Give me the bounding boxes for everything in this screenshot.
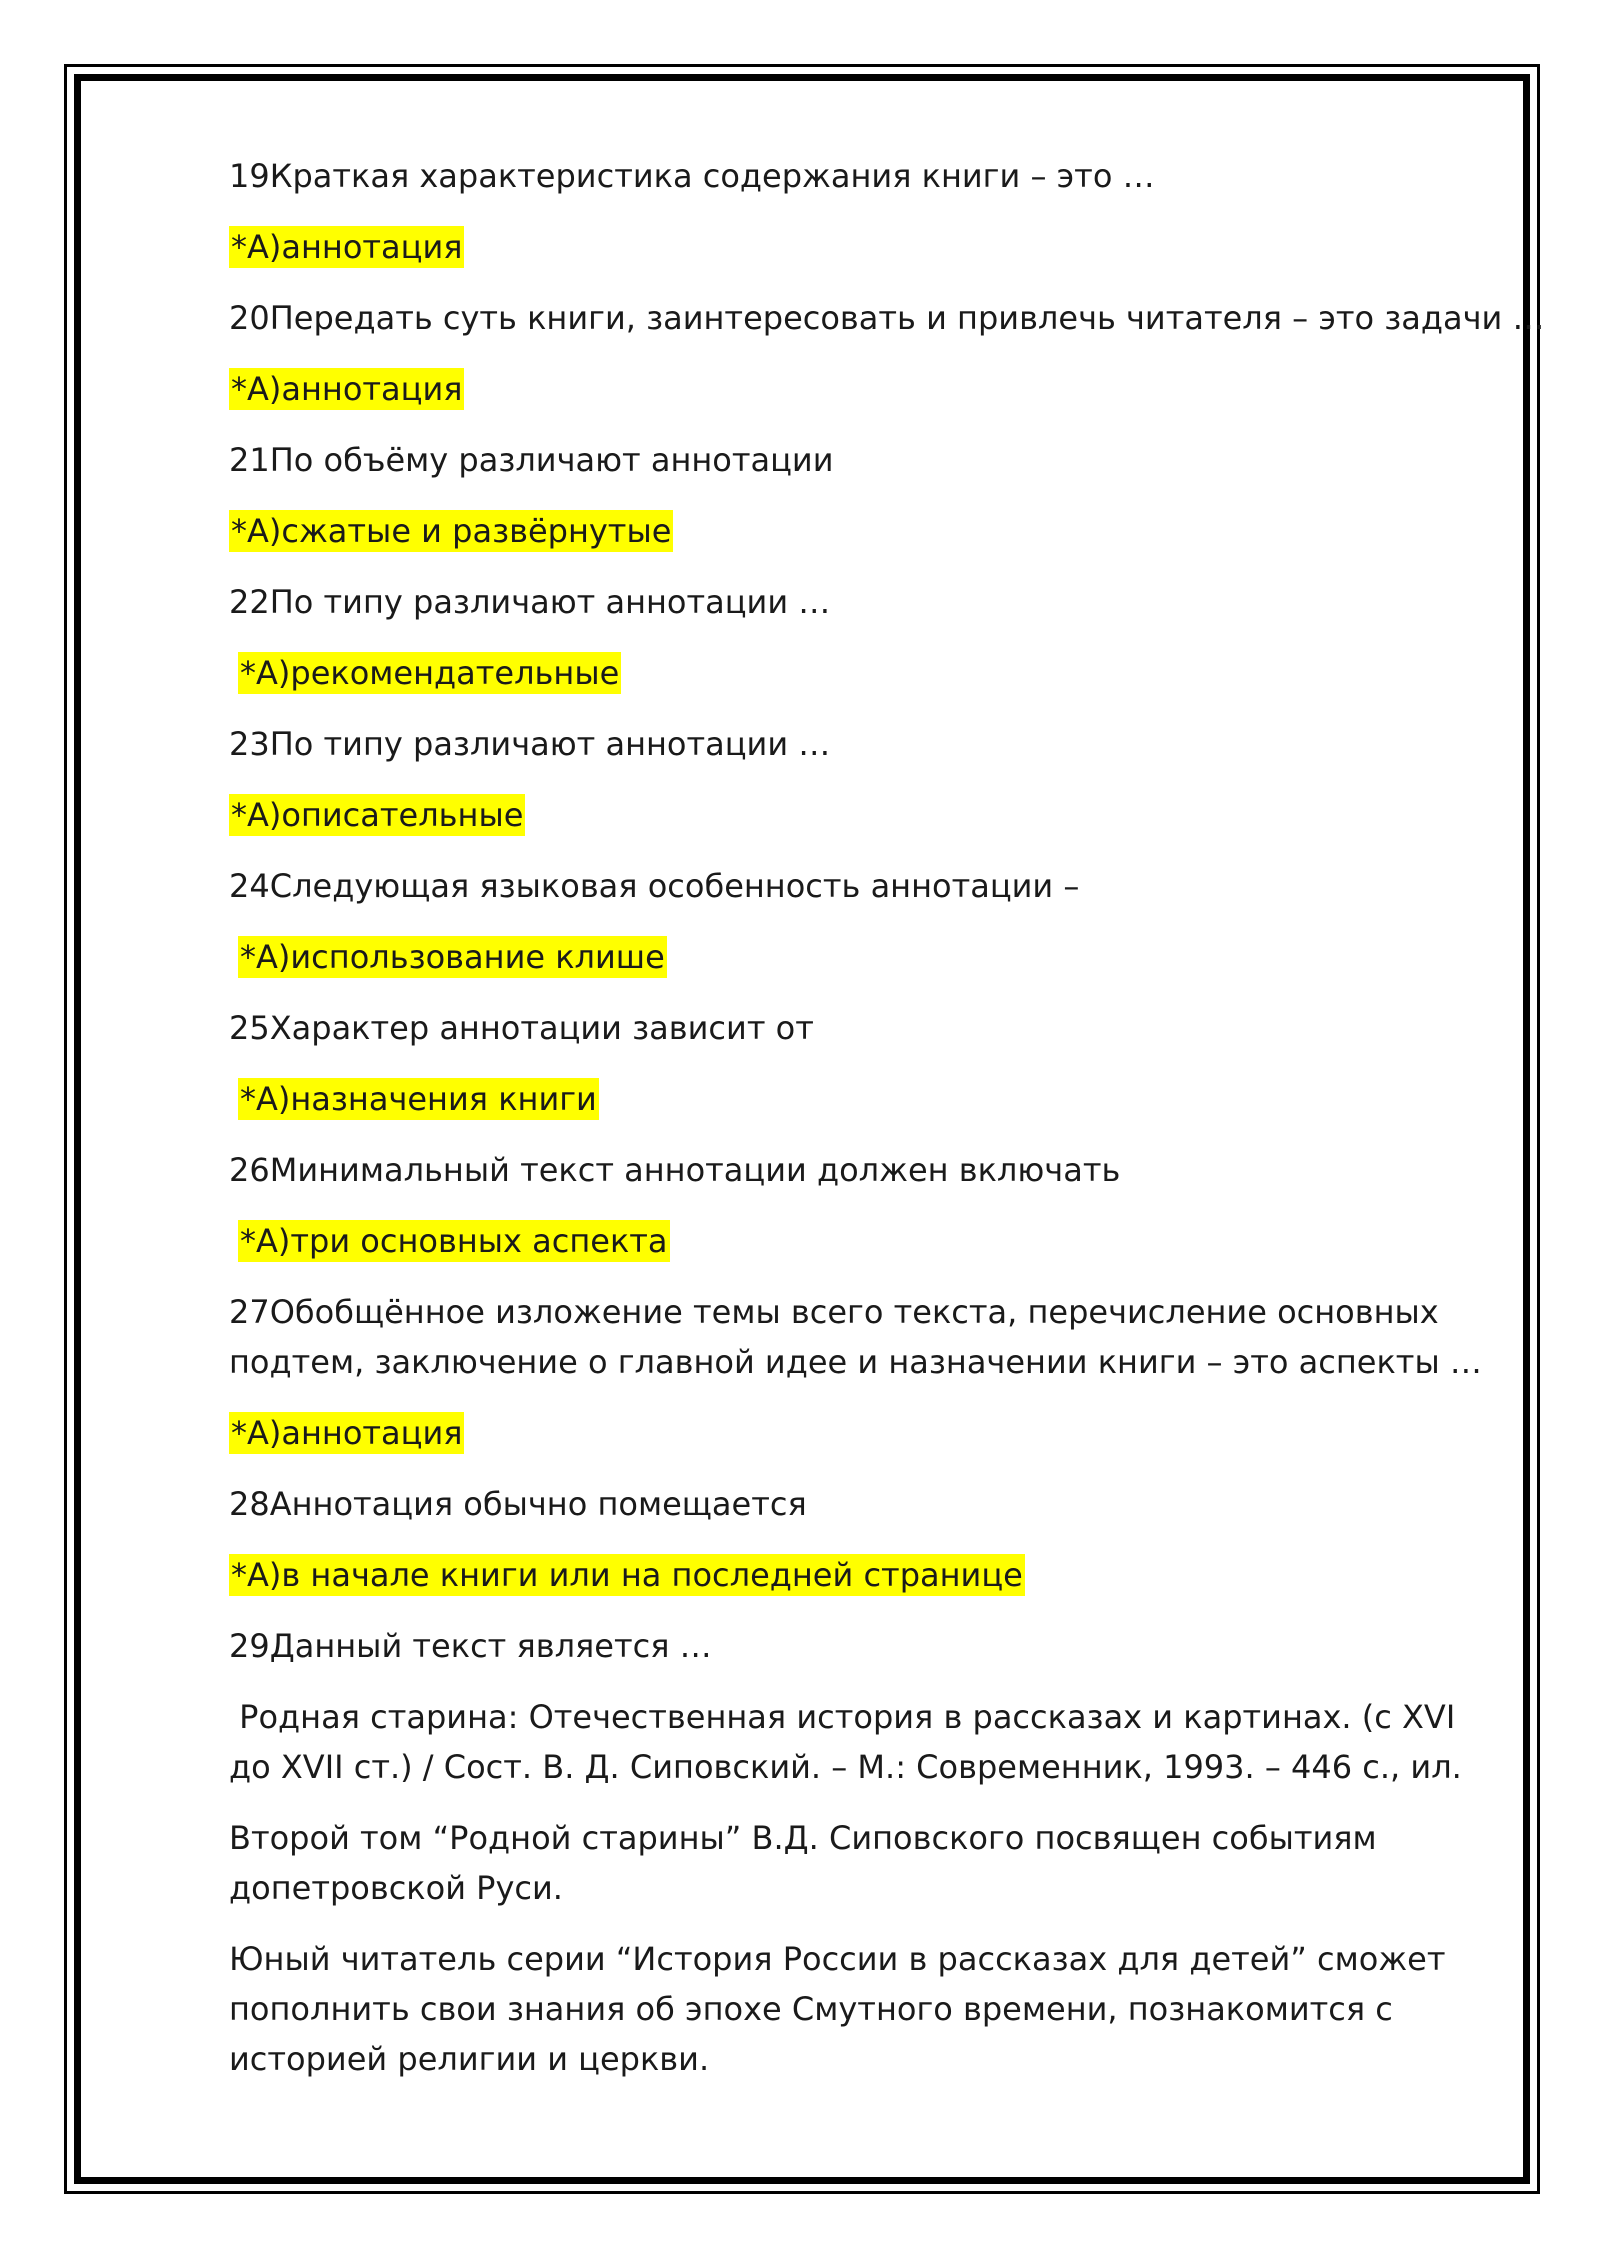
highlighted-answer: *А)использование клише [240,938,665,976]
description-paragraph-1: Второй том “Родной старины” В.Д. Сиповского посвящен событиям допетровской Руси. [229,1819,1377,1907]
answer-21 [229,506,1499,556]
citation-paragraph: Родная старина: Отечественная история в рассказах и картинах. (с XVI до XVII ст.) / Сост. В. Д. Сиповский. – М.: Современник, 1993. – 446 с., ил. [229,1698,1466,1786]
question-19: 19Краткая характеристика содержания книги – это … [229,157,1155,195]
question-26: 26Минимальный текст аннотации должен включать [229,1151,1121,1189]
question-21: 21По объёму различают аннотации [229,441,834,479]
answer-23 [229,790,1499,840]
highlighted-answer: *А)аннотация [231,1414,463,1452]
question-29: 29Данный текст является … [229,1627,712,1665]
highlighted-answer: *А)аннотация [231,228,463,266]
answer-26 [229,1216,1499,1266]
answer-28 [229,1550,1499,1600]
highlighted-answer: *А)в начале книги или на последней странице [231,1556,1023,1594]
highlighted-answer: *А)описательные [231,796,524,834]
answer-20 [229,364,1499,414]
highlighted-answer: *А)назначения книги [240,1080,597,1118]
question-list [229,151,1545,1600]
highlighted-answer: *А)сжатые и развёрнутые [231,512,672,550]
highlighted-answer: *А)аннотация [231,370,463,408]
answer-27 [229,1408,1499,1458]
answer-19 [229,222,1499,272]
question-27: 27Обобщённое изложение темы всего текста, перечисление основных подтем, заключение о главной идее и назначении книги – это аспекты … [229,1293,1482,1381]
answer-25 [229,1074,1499,1124]
question-22: 22По типу различают аннотации … [229,583,831,621]
answer-24 [229,932,1499,982]
highlighted-answer: *А)рекомендательные [240,654,620,692]
answer-22 [229,648,1499,698]
question-28: 28Аннотация обычно помещается [229,1485,807,1523]
question-25: 25Характер аннотации зависит от [229,1009,814,1047]
description-paragraph-2: Юный читатель серии “История России в рассказах для детей” сможет пополнить свои знания об эпохе Смутного времени, познакомится с историей религии и церкви. [229,1940,1446,2078]
highlighted-answer: *А)три основных аспекта [240,1222,668,1260]
question-20: 20Передать суть книги, заинтересовать и привлечь читателя – это задачи … [229,299,1545,337]
question-24: 24Следующая языковая особенность аннотации – [229,867,1080,905]
document-body [229,151,1545,2105]
question-23: 23По типу различают аннотации … [229,725,831,763]
